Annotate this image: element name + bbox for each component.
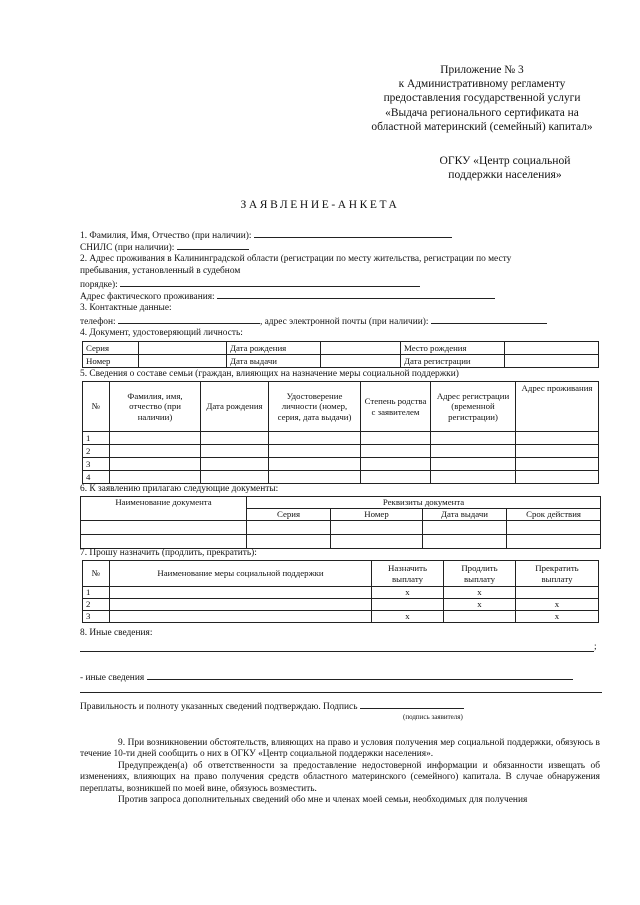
note-paragraph: Против запроса дополнительных сведений обо мне и членах моей семьи, необходимых для получения <box>118 795 528 806</box>
row-number: 2 <box>83 445 110 458</box>
support-measures-table <box>82 560 599 623</box>
fio-label: 1. Фамилия, Имя, Отчество (при наличии): <box>80 231 252 241</box>
birth-date-input-cell[interactable] <box>321 342 401 355</box>
table-cell[interactable] <box>516 445 599 458</box>
org-line: поддержки населения» <box>448 168 562 182</box>
snils-input-line[interactable] <box>177 241 249 250</box>
table-header-row <box>83 382 599 432</box>
table-cell[interactable] <box>81 535 247 549</box>
table-cell[interactable] <box>431 458 516 471</box>
table-cell[interactable] <box>361 458 431 471</box>
section5-title: 5. Сведения о составе семьи (граждан, влияющих на назначение меры социальной поддержки) <box>80 369 459 379</box>
form-title: ЗАЯВЛЕНИЕ-АНКЕТА <box>240 199 400 211</box>
series-header: Серия <box>247 509 331 521</box>
row-number: 3 <box>83 458 110 471</box>
address-input-line[interactable] <box>120 278 420 287</box>
table-row <box>83 611 599 623</box>
recipient-organization <box>420 154 590 182</box>
table-header-row <box>83 561 599 587</box>
column-header: Степень родства с заявителем <box>361 382 431 432</box>
table-cell[interactable] <box>201 445 269 458</box>
table-cell[interactable] <box>81 521 247 535</box>
confirmation-line[interactable] <box>80 700 464 713</box>
confirmation-text: Правильность и полноту указанных сведений подтверждаю. Подпись <box>80 702 358 712</box>
assign-cell[interactable]: х <box>372 611 444 623</box>
birth-date-label: Дата рождения <box>227 342 321 355</box>
table-cell[interactable] <box>361 445 431 458</box>
section8-title: 8. Иные сведения: <box>80 628 153 638</box>
appendix-line: областной материнский (семейный) капитал» <box>371 120 593 133</box>
signature-caption: (подпись заявителя) <box>403 713 463 721</box>
table-cell[interactable] <box>431 471 516 484</box>
issue-date-header: Дата выдачи <box>423 509 507 521</box>
appendix-header <box>362 63 602 134</box>
column-header: Фамилия, имя, отчество (при наличии) <box>110 382 201 432</box>
contacts-label: 3. Контактные данные: <box>80 303 172 313</box>
table-row <box>83 445 599 458</box>
stop-cell[interactable] <box>516 587 599 599</box>
column-header: Адрес регистрации (временной регистрации) <box>431 382 516 432</box>
table-cell[interactable] <box>201 471 269 484</box>
appendix-number: Приложение № 3 <box>440 64 524 76</box>
table-cell[interactable] <box>269 471 361 484</box>
table-row <box>83 432 599 445</box>
actual-address-label: Адрес фактического проживания: <box>80 292 215 302</box>
id-document-table <box>82 341 599 368</box>
email-label: , адрес электронной почты (при наличии): <box>259 317 429 327</box>
address-label-line2: пребывания, установленный в судебном <box>80 266 241 276</box>
table-row <box>83 587 599 599</box>
address-label-line3: порядке): <box>80 280 118 290</box>
appendix-line: к Административному регламенту <box>398 78 566 91</box>
stop-cell[interactable]: х <box>516 599 599 611</box>
signature-input-line[interactable] <box>360 700 464 709</box>
table-cell[interactable] <box>331 535 423 549</box>
row-number: 1 <box>83 432 110 445</box>
section7-title: 7. Прошу назначить (продлить, прекратить): <box>80 548 257 558</box>
measure-name-cell[interactable] <box>110 611 372 623</box>
extend-cell[interactable]: х <box>444 587 516 599</box>
table-cell[interactable] <box>201 432 269 445</box>
table-cell[interactable] <box>431 432 516 445</box>
table-cell[interactable] <box>247 521 331 535</box>
column-header: Наименование меры социальной поддержки <box>110 561 372 587</box>
org-line: ОГКУ «Центр социальной <box>439 154 571 167</box>
doc-name-header: Наименование документа <box>81 497 247 521</box>
snils-label: СНИЛС (при наличии): <box>80 243 175 253</box>
table-row <box>83 471 599 484</box>
address-label-line1: 2. Адрес проживания в Калининградской области (регистрации по месту жительства, регистрации по месту <box>80 254 512 264</box>
series-label: Серия <box>83 342 139 355</box>
extend-cell[interactable] <box>444 611 516 623</box>
table-cell[interactable] <box>269 432 361 445</box>
table-cell[interactable] <box>269 445 361 458</box>
documents-table <box>80 496 601 549</box>
table-cell[interactable] <box>110 458 201 471</box>
table-cell[interactable] <box>507 535 601 549</box>
semicolon: ; <box>594 642 597 652</box>
number-header: Номер <box>331 509 423 521</box>
reg-date-label: Дата регистрации <box>401 355 505 368</box>
table-cell[interactable] <box>431 445 516 458</box>
reg-date-input-cell[interactable] <box>505 355 599 368</box>
email-input-line[interactable] <box>431 315 547 324</box>
table-cell[interactable] <box>110 432 201 445</box>
issue-date-input-cell[interactable] <box>321 355 401 368</box>
appendix-line: предоставления государственной услуги <box>383 92 581 105</box>
note-paragraph: Предупрежден(а) об ответственности за предоставление недостоверной информации и обязанности извещать об изменениях, влияющих на право получения средств областного материнского (семейного) капитала. В случае обнаружения переплаты, возникшей по моей вине, обязуюсь возместить. <box>80 760 600 794</box>
note-paragraph: 9. При возникновении обстоятельств, влияющих на право и условия получения мер социальной поддержки, обязуюсь в течение 10-ти дней сообщить о них в ОГКУ «Центр социальной поддержки населения». <box>80 738 600 760</box>
table-cell[interactable] <box>423 535 507 549</box>
row-number: 2 <box>83 599 110 611</box>
table-cell[interactable] <box>516 432 599 445</box>
stop-cell[interactable]: х <box>516 611 599 623</box>
series-input-cell[interactable] <box>139 342 227 355</box>
table-header-row <box>81 497 601 509</box>
assign-cell[interactable] <box>372 599 444 611</box>
row-number: 4 <box>83 471 110 484</box>
table-cell[interactable] <box>516 471 599 484</box>
table-row <box>83 599 599 611</box>
section4-title: 4. Документ, удостоверяющий личность: <box>80 328 243 338</box>
table-cell[interactable] <box>269 458 361 471</box>
fio-input-line[interactable] <box>254 229 452 238</box>
other-info-label: - иные сведения <box>80 673 145 683</box>
measure-name-cell[interactable] <box>110 599 372 611</box>
phone-label: телефон: <box>80 317 116 327</box>
table-cell[interactable] <box>110 445 201 458</box>
assign-cell[interactable]: х <box>372 587 444 599</box>
measure-name-cell[interactable] <box>110 587 372 599</box>
row-number: 1 <box>83 587 110 599</box>
appendix-line: «Выдача регионального сертификата на <box>385 106 579 119</box>
table-row <box>83 458 599 471</box>
extend-cell[interactable]: х <box>444 599 516 611</box>
table-cell[interactable] <box>247 535 331 549</box>
other-info-field[interactable] <box>80 671 573 684</box>
table-row <box>83 355 599 368</box>
section-divider <box>80 692 602 693</box>
table-cell[interactable] <box>361 432 431 445</box>
column-header: № <box>83 561 110 587</box>
column-header: Удостоверение личности (номер, серия, дата выдачи) <box>269 382 361 432</box>
column-header: № <box>83 382 110 432</box>
requisites-header: Реквизиты документа <box>247 497 601 509</box>
actual-address-input-line[interactable] <box>217 290 495 299</box>
table-cell[interactable] <box>361 471 431 484</box>
column-header: Адрес проживания <box>516 382 599 432</box>
table-row <box>83 342 599 355</box>
row-number: 3 <box>83 611 110 623</box>
table-cell[interactable] <box>507 521 601 535</box>
other-info-input-line-2[interactable] <box>147 671 573 680</box>
table-cell[interactable] <box>110 471 201 484</box>
other-info-input-line[interactable] <box>80 651 594 652</box>
contacts-field[interactable] <box>80 315 547 328</box>
number-input-cell[interactable] <box>139 355 227 368</box>
table-cell[interactable] <box>516 458 599 471</box>
notes-block <box>80 738 600 806</box>
table-row <box>81 535 601 549</box>
section6-title: 6. К заявлению прилагаю следующие документы: <box>80 484 279 494</box>
table-row <box>81 521 601 535</box>
phone-input-line[interactable] <box>118 315 260 324</box>
column-header: Назначить выплату <box>372 561 444 587</box>
column-header: Дата рождения <box>201 382 269 432</box>
birth-place-input-cell[interactable] <box>505 342 599 355</box>
snils-field[interactable] <box>80 241 249 254</box>
column-header: Продлить выплату <box>444 561 516 587</box>
birth-place-label: Место рождения <box>401 342 505 355</box>
actual-address-field[interactable] <box>80 290 495 303</box>
table-cell[interactable] <box>423 521 507 535</box>
issue-date-label: Дата выдачи <box>227 355 321 368</box>
validity-header: Срок действия <box>507 509 601 521</box>
column-header: Прекратить выплату <box>516 561 599 587</box>
table-cell[interactable] <box>201 458 269 471</box>
number-label: Номер <box>83 355 139 368</box>
family-table <box>82 381 599 484</box>
table-cell[interactable] <box>331 521 423 535</box>
